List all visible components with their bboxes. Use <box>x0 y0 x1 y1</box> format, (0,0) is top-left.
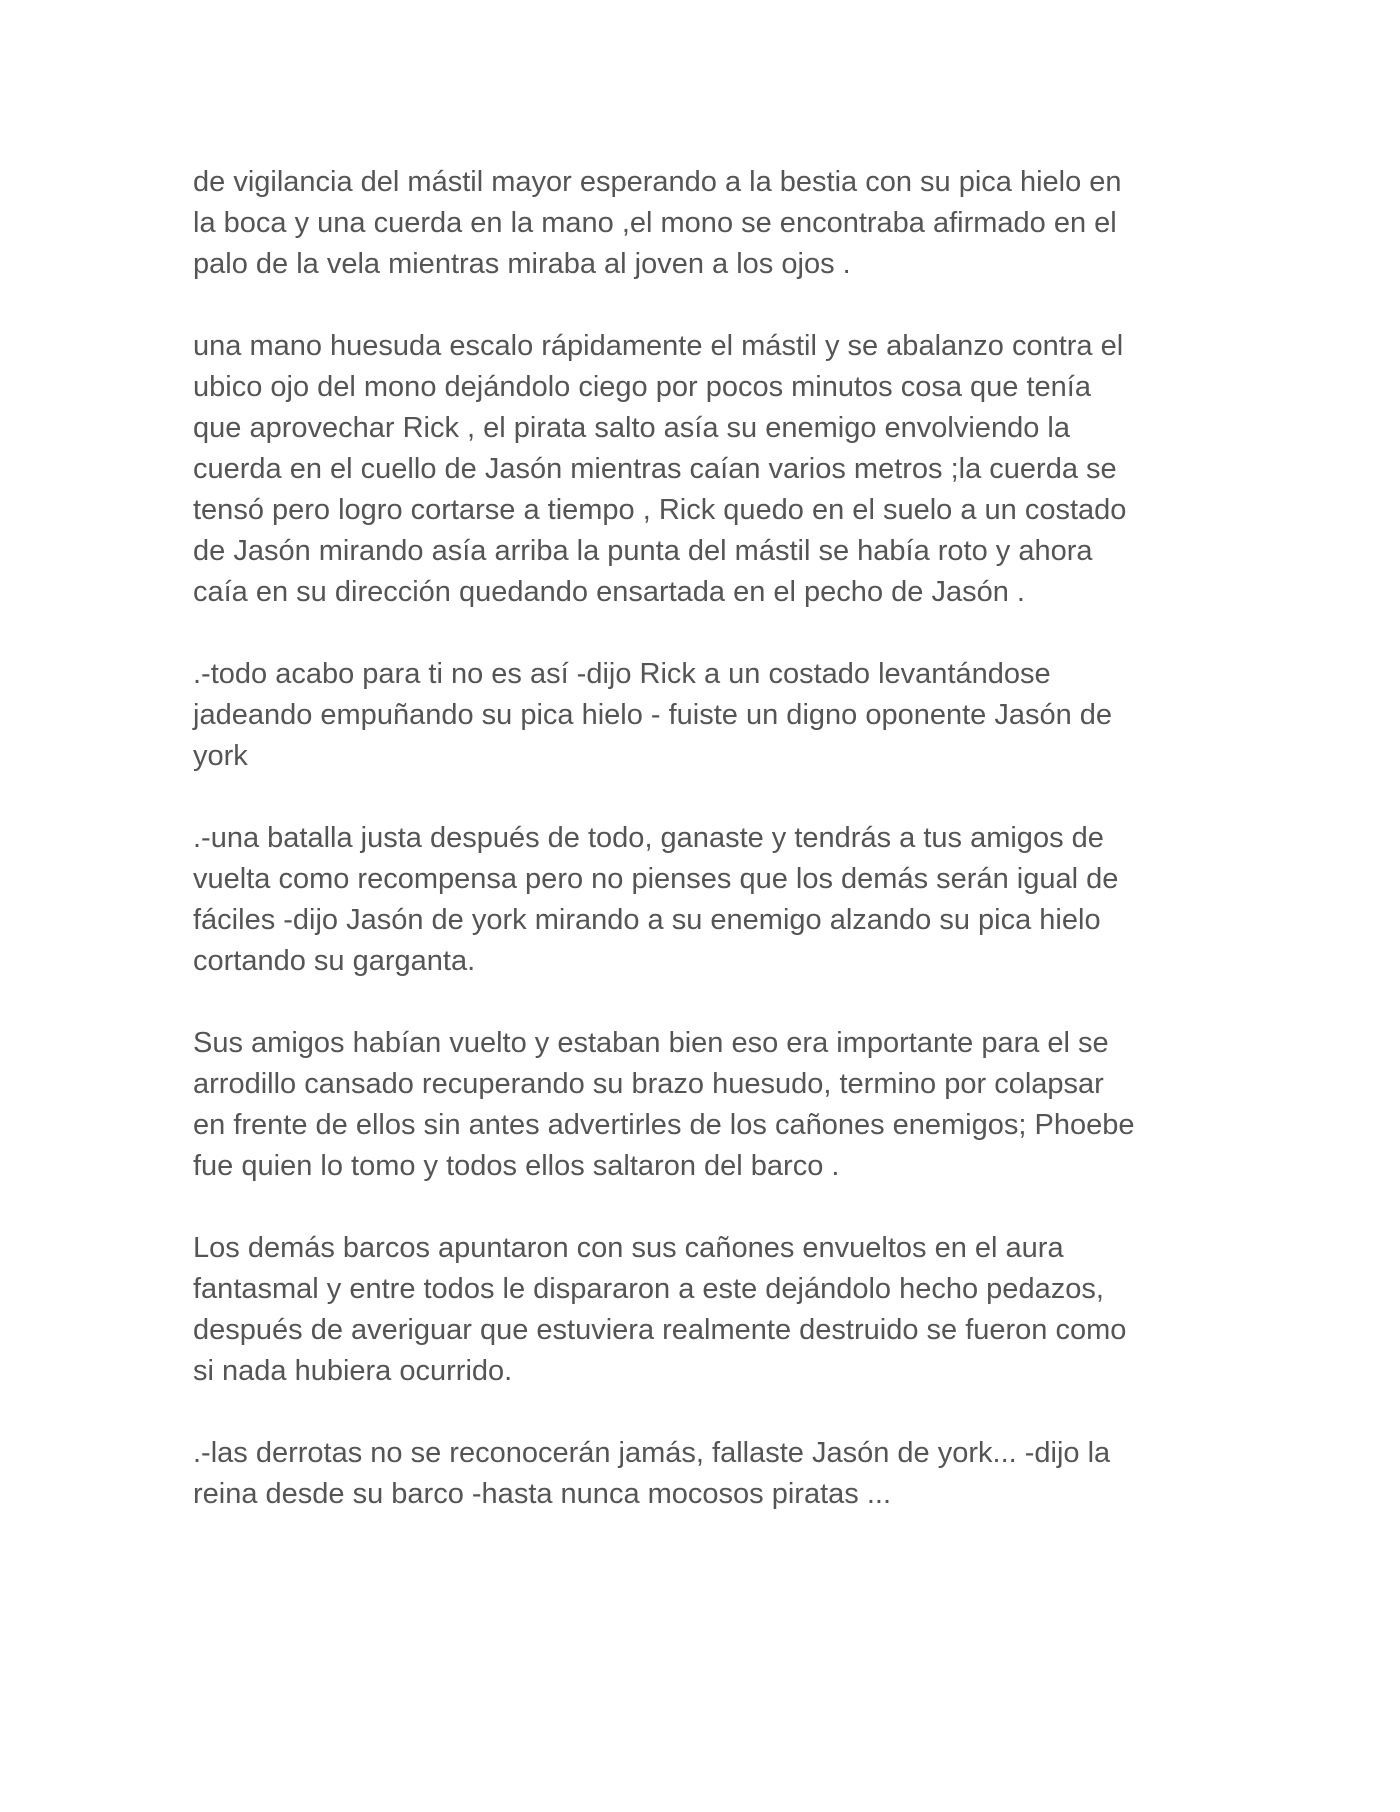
paragraph-1 <box>193 162 1213 285</box>
text-line: cuerda en el cuello de Jasón mientras caían varios metros ;la cuerda se <box>193 453 1117 485</box>
text-line: vuelta como recompensa pero no pienses que los demás serán igual de <box>193 863 1119 895</box>
text-line: jadeando empuñando su pica hielo - fuiste un digno oponente Jasón de <box>193 699 1113 731</box>
text-line: palo de la vela mientras miraba al joven a los ojos . <box>193 248 851 280</box>
text-line: de Jasón mirando asía arriba la punta del mástil se había roto y ahora <box>193 535 1093 567</box>
text-line: después de averiguar que estuviera realmente destruido se fueron como <box>193 1314 1127 1346</box>
text-line: Los demás barcos apuntaron con sus cañones envueltos en el aura <box>193 1232 1064 1264</box>
text-line: york <box>193 740 248 772</box>
paragraph-2 <box>193 326 1213 613</box>
text-line: .-una batalla justa después de todo, ganaste y tendrás a tus amigos de <box>193 822 1104 854</box>
text-line: en frente de ellos sin antes advertirles de los cañones enemigos; Phoebe <box>193 1109 1135 1141</box>
text-line: la boca y una cuerda en la mano ,el mono se encontraba afirmado en el <box>193 207 1117 239</box>
text-line: fáciles -dijo Jasón de york mirando a su enemigo alzando su pica hielo <box>193 904 1101 936</box>
text-line: que aprovechar Rick , el pirata salto asía su enemigo envolviendo la <box>193 412 1070 444</box>
text-line: si nada hubiera ocurrido. <box>193 1355 513 1387</box>
paragraph-4 <box>193 818 1213 982</box>
document-body <box>193 162 1213 1515</box>
text-line: fantasmal y entre todos le dispararon a este dejándolo hecho pedazos, <box>193 1273 1104 1305</box>
text-line: cortando su garganta. <box>193 945 476 977</box>
text-line: .-todo acabo para ti no es así -dijo Rick a un costado levantándose <box>193 658 1051 690</box>
text-line: .-las derrotas no se reconocerán jamás, fallaste Jasón de york... -dijo la <box>193 1437 1111 1469</box>
text-line: caía en su dirección quedando ensartada en el pecho de Jasón . <box>193 576 1025 608</box>
paragraph-5 <box>193 1023 1213 1187</box>
text-line: una mano huesuda escalo rápidamente el mástil y se abalanzo contra el <box>193 330 1124 362</box>
text-line: de vigilancia del mástil mayor esperando a la bestia con su pica hielo en <box>193 166 1122 198</box>
text-line: ubico ojo del mono dejándolo ciego por pocos minutos cosa que tenía <box>193 371 1091 403</box>
paragraph-7 <box>193 1433 1213 1515</box>
paragraph-6 <box>193 1228 1213 1392</box>
text-line: arrodillo cansado recuperando su brazo huesudo, termino por colapsar <box>193 1068 1104 1100</box>
paragraph-3 <box>193 654 1213 777</box>
text-line: Sus amigos habían vuelto y estaban bien eso era importante para el se <box>193 1027 1109 1059</box>
text-line: tensó pero logro cortarse a tiempo , Rick quedo en el suelo a un costado <box>193 494 1127 526</box>
text-line: reina desde su barco -hasta nunca mocosos piratas ... <box>193 1478 891 1510</box>
text-line: fue quien lo tomo y todos ellos saltaron del barco . <box>193 1150 840 1182</box>
